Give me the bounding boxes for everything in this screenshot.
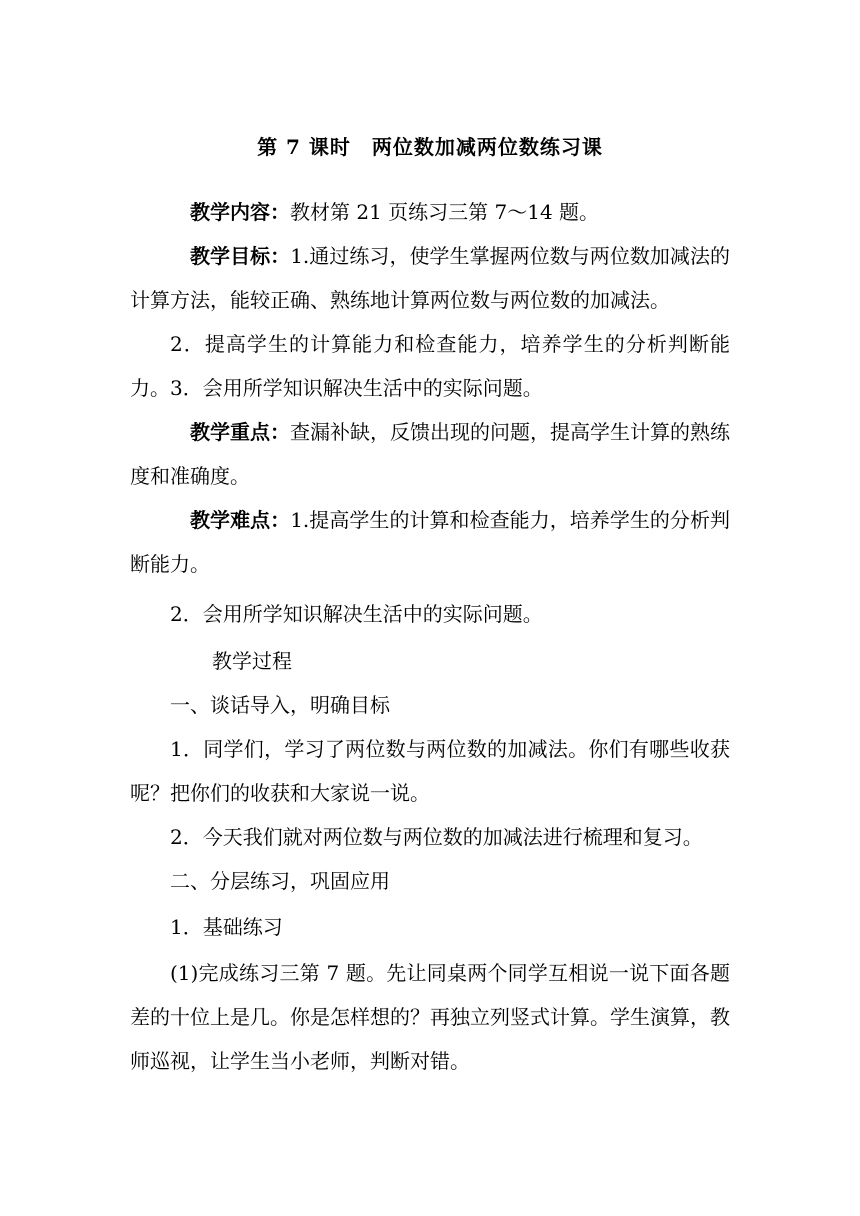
difficulties-text: 1.提高学生的计算和检查能力，培养学生的分析判断能力。 [130, 508, 731, 576]
section-1-heading: 一、谈话导入，明确目标 [170, 693, 390, 717]
difficulties-label: 教学难点： [190, 508, 291, 532]
lesson-title: 第 7 课时 两位数加减两位数练习课 [257, 135, 603, 159]
difficulties [130, 498, 730, 586]
process-heading: 教学过程 [212, 649, 292, 673]
teaching-content [130, 190, 730, 234]
teaching-goals-item-2: 2．提高学生的计算能力和检查能力，培养学生的分析判断能力。 [130, 332, 730, 400]
teaching-content-label: 教学内容： [190, 200, 290, 224]
difficulties-item-2: 2．会用所学知识解决生活中的实际问题。 [170, 602, 543, 626]
key-points-text: 查漏补缺，反馈出现的问题，提高学生计算的熟练度和准确度。 [130, 420, 730, 488]
key-points-label: 教学重点： [190, 420, 290, 444]
teaching-goals-text: 1.通过练习，使学生掌握两位数与两位数加减法的计算方法，能较正确、熟练地计算两位数与两位数的加减法。 [130, 244, 731, 312]
teaching-goals [130, 234, 730, 322]
section-1-item-1: 1．同学们，学习了两位数与两位数的加减法。你们有哪些收获呢？把你们的收获和大家说一说。 [130, 737, 730, 805]
key-points [130, 410, 730, 498]
teaching-goals-label: 教学目标： [190, 244, 291, 268]
section-1-item-2: 2．今天我们就对两位数与两位数的加减法进行梳理和复习。 [170, 825, 703, 849]
teaching-content-text: 教材第 21 页练习三第 7～14 题。 [290, 200, 600, 224]
section-2-item-1-1: (1)完成练习三第 7 题。先让同桌两个同学互相说一说下面各题差的十位上是几。你是怎样想的？再独立列竖式计算。学生演算，教师巡视，让学生当小老师，判断对错。 [130, 961, 730, 1073]
teaching-goals-item-3: 3．会用所学知识解决生活中的实际问题。 [170, 376, 543, 400]
section-2-item-1: 1．基础练习 [170, 915, 283, 939]
section-2-heading: 二、分层练习，巩固应用 [170, 869, 390, 893]
